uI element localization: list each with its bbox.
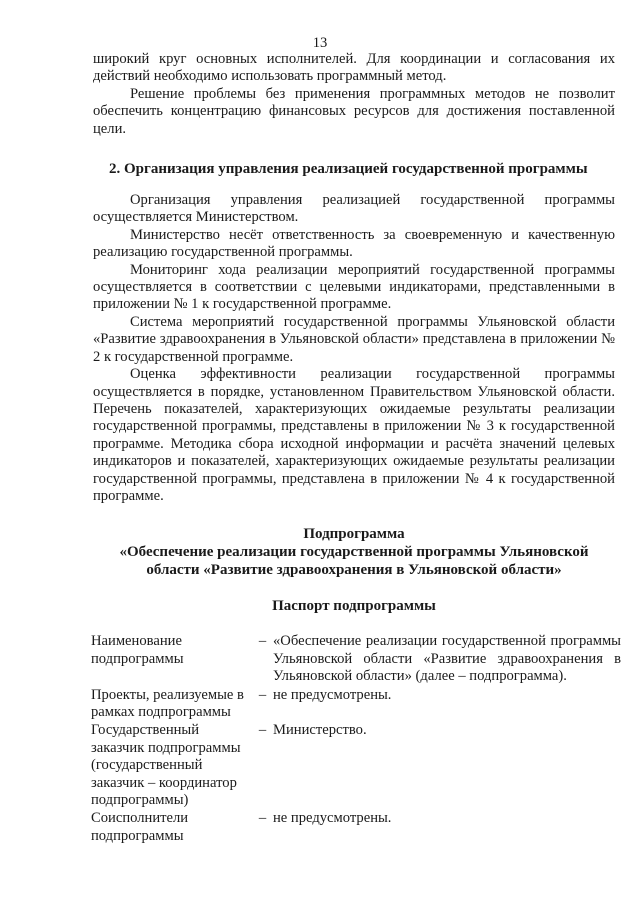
passport-dash: – (258, 686, 267, 703)
passport-dash: – (258, 810, 267, 827)
passport-dash: – (258, 722, 267, 739)
passport-row (91, 810, 621, 846)
passport-table (91, 633, 621, 846)
subprogram-label: Подпрограмма (303, 526, 405, 543)
document-body (91, 51, 621, 846)
passport-row (91, 633, 621, 686)
paragraph: Мониторинг хода реализации мероприятий государственной программы осуществляется в соответствии с целевыми индикаторами, представленными в приложении № 1 к государственной программе. (93, 261, 615, 313)
passport-dash: – (258, 633, 267, 650)
subprogram-title-line: «Обеспечение реализации государственной программы Ульяновской (119, 544, 589, 561)
passport-label: Соисполнители подпрограммы (91, 810, 189, 844)
subprogram-title-line: области «Развитие здравоохранения в Ульяновской области» (146, 562, 562, 579)
passport-value: Министерство. (273, 722, 367, 739)
passport-value: не предусмотрены. (273, 686, 392, 703)
section-heading: 2. Организация управления реализацией государственной программы (109, 161, 588, 178)
passport-label: Наименование подпрограммы (91, 633, 184, 667)
passport-label: Государственный заказчик подпрограммы (государственный заказчик – координатор подпрограммы) (91, 722, 241, 808)
paragraph: Министерство несёт ответственность за своевременную и качественную реализацию государственной программы. (93, 226, 615, 261)
passport-row (91, 722, 621, 810)
paragraph-continuation: широкий круг основных исполнителей. Для координации и согласования их действий необходимо использовать программный метод. (93, 51, 615, 85)
passport-label: Проекты, реализуемые в рамках подпрограммы (91, 686, 244, 720)
paragraph: Система мероприятий государственной программы Ульяновской области «Развитие здравоохранения в Ульяновской области» представлена в приложении № 2 к государственной программе. (93, 313, 615, 365)
paragraph: Решение проблемы без применения программных методов не позволит обеспечить концентрацию финансовых ресурсов для достижения поставленной цели. (93, 85, 615, 137)
passport-row (91, 687, 621, 723)
paragraph: Оценка эффективности реализации государственной программы осуществляется в порядке, установленном Правительством Ульяновской области. Перечень показателей, характеризующих ожидаемые результаты реализации государственной программы, представлены в приложении № 3 к государственной программе. Методика сбора исходной информации и расчёта значений целевых индикаторов и показателей, характеризующих ожидаемые результаты реализации государственной программы, представлена в приложении № 4 к государственной программе. (93, 366, 615, 504)
page-number: 13 (312, 35, 328, 51)
passport-value: «Обеспечение реализации государственной программы Ульяновской области «Развитие здравоохранения в Ульяновской области» (далее – подпрограмма). (273, 633, 621, 685)
passport-value: не предусмотрены. (273, 810, 392, 827)
passport-title: Паспорт подпрограммы (272, 598, 436, 615)
paragraph: Организация управления реализацией государственной программы осуществляется Министерством. (93, 192, 615, 226)
